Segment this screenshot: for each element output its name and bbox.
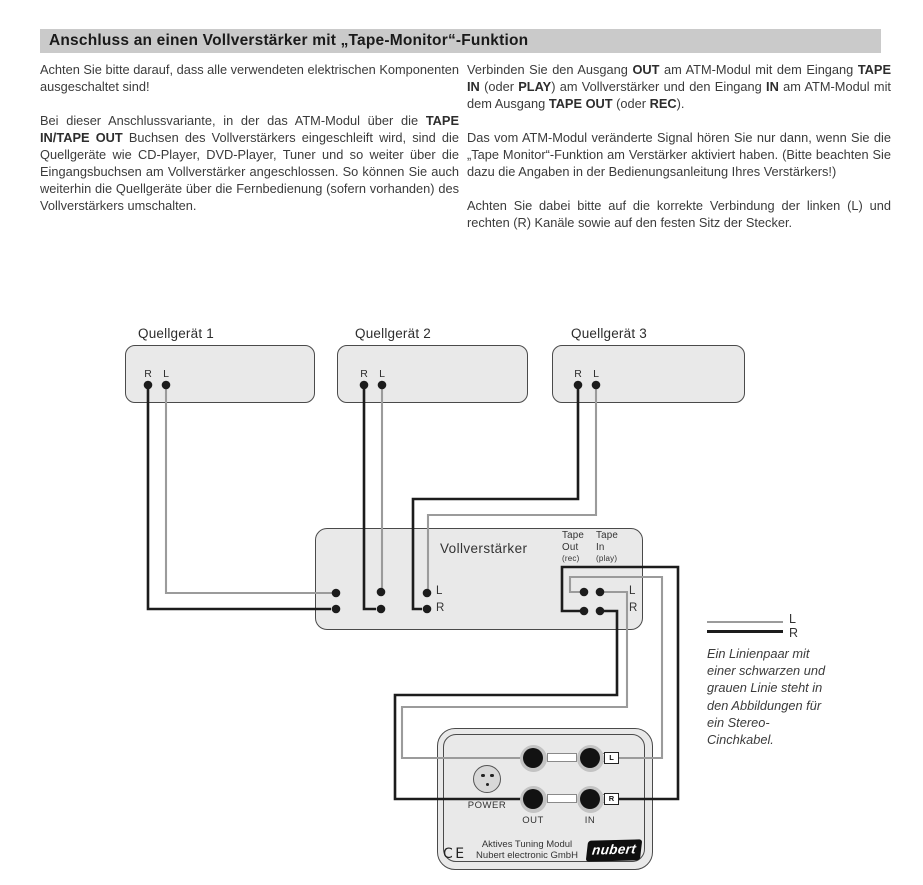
source-3-r-label: R: [574, 368, 582, 380]
tape-in-label: [596, 530, 618, 565]
source-1-label: Quellgerät 1: [138, 326, 214, 341]
power-label: POWER: [467, 800, 507, 811]
paragraph-channels: Achten Sie dabei bitte auf die korrekte Verbindung der linken (L) und rechten (R) Kanäle sowie auf den festen Sitz der Stecker.: [467, 198, 891, 230]
tape-out-label: [562, 530, 584, 565]
out-label: OUT: [522, 815, 544, 826]
power-pin-icon: [486, 783, 490, 787]
intro-right-column: [467, 61, 891, 248]
source-2-r-label: R: [360, 368, 368, 380]
intro-left-column: [40, 61, 459, 231]
atm-in-l-jack-icon: [577, 745, 604, 772]
source-1-l-label: L: [163, 368, 169, 380]
legend-l-label: L: [789, 612, 796, 626]
source-2-l-label: L: [379, 368, 385, 380]
legend-black-line-icon: [707, 630, 783, 633]
tape-in-line3: (play): [596, 554, 618, 563]
amp-tape-r-label: R: [629, 602, 638, 614]
source-3-l-label: L: [593, 368, 599, 380]
in-label: IN: [584, 815, 596, 826]
amp-input-l-label: L: [436, 585, 443, 597]
power-socket-icon: [473, 765, 501, 793]
power-pin-icon: [490, 774, 494, 778]
wire-src1-left: [166, 388, 332, 593]
power-pin-icon: [481, 774, 485, 778]
legend-gray-line-icon: [707, 621, 783, 623]
atm-r-channel-badge: R: [604, 793, 619, 805]
module-caption-line1: Aktives Tuning Modul: [481, 839, 573, 850]
amplifier-label: Vollverstärker: [440, 541, 528, 556]
tape-out-line3: (rec): [562, 554, 580, 563]
module-caption-line2: Nubert electronic GmbH: [476, 850, 578, 861]
paragraph-safety: Achten Sie bitte darauf, dass alle verwendeten elektrischen Komponenten ausgeschaltet sind!: [40, 62, 460, 94]
source-1-r-label: R: [144, 368, 152, 380]
tape-in-line1: Tape: [596, 530, 619, 541]
tape-out-line1: Tape: [562, 530, 585, 541]
section-title: Anschluss an einen Vollverstärker mit „Tape-Monitor“-Funktion: [40, 29, 881, 53]
paragraph-variant: Bei dieser Anschlussvariante, in der das ATM-Modul über die TAPE IN/TAPE OUT Buchsen des Vollverstärkers eingeschleift wird, sind die Quellgeräte wie CD-Player, DVD-Player, Tuner und so weiter über die Eingangsbuchsen am Vollverstärker angeschlossen. So können Sie auch weiterhin die Quellgeräte über die Fernbedienung (sofern vorhanden) des Vollverstärkers umschalten.: [40, 113, 459, 213]
paragraph-tape-monitor: Das vom ATM-Modul veränderte Signal hören Sie nur dann, wenn Sie die „Tape Monitor“-Funktion am Verstärker aktiviert haben. (Bitte beachten Sie dazu die Angaben in der Bedienungsanleitung Ihres Verstärkers!): [467, 130, 891, 179]
nubert-logo: nubert: [586, 839, 643, 861]
legend-caption: Ein Linienpaar mit einer schwarzen und grauen Linie steht in den Abbildungen für ein Stereo-Cinchkabel.: [707, 646, 826, 748]
atm-in-r-jack-icon: [577, 786, 604, 813]
source-2-label: Quellgerät 2: [355, 326, 431, 341]
ce-mark: CE: [443, 846, 467, 862]
source-3-label: Quellgerät 3: [571, 326, 647, 341]
legend-r-label: R: [789, 626, 799, 640]
jack-plate-bar: [547, 753, 577, 762]
paragraph-connect: Verbinden Sie den Ausgang OUT am ATM-Modul mit dem Eingang TAPE IN (oder PLAY) am Vollverstärker und den Eingang IN am ATM-Modul mit dem Ausgang TAPE OUT (oder REC).: [467, 62, 891, 111]
amp-tape-l-label: L: [629, 585, 636, 597]
tape-out-line2: Out: [562, 541, 579, 553]
atm-out-l-jack-icon: [520, 745, 547, 772]
atm-l-channel-badge: L: [604, 752, 619, 764]
jack-plate-bar: [547, 794, 577, 803]
wire-src1-right: [148, 388, 331, 609]
atm-out-r-jack-icon: [520, 786, 547, 813]
module-caption: [462, 839, 592, 861]
tape-in-line2: In: [596, 541, 605, 553]
amp-input-r-label: R: [436, 602, 445, 614]
